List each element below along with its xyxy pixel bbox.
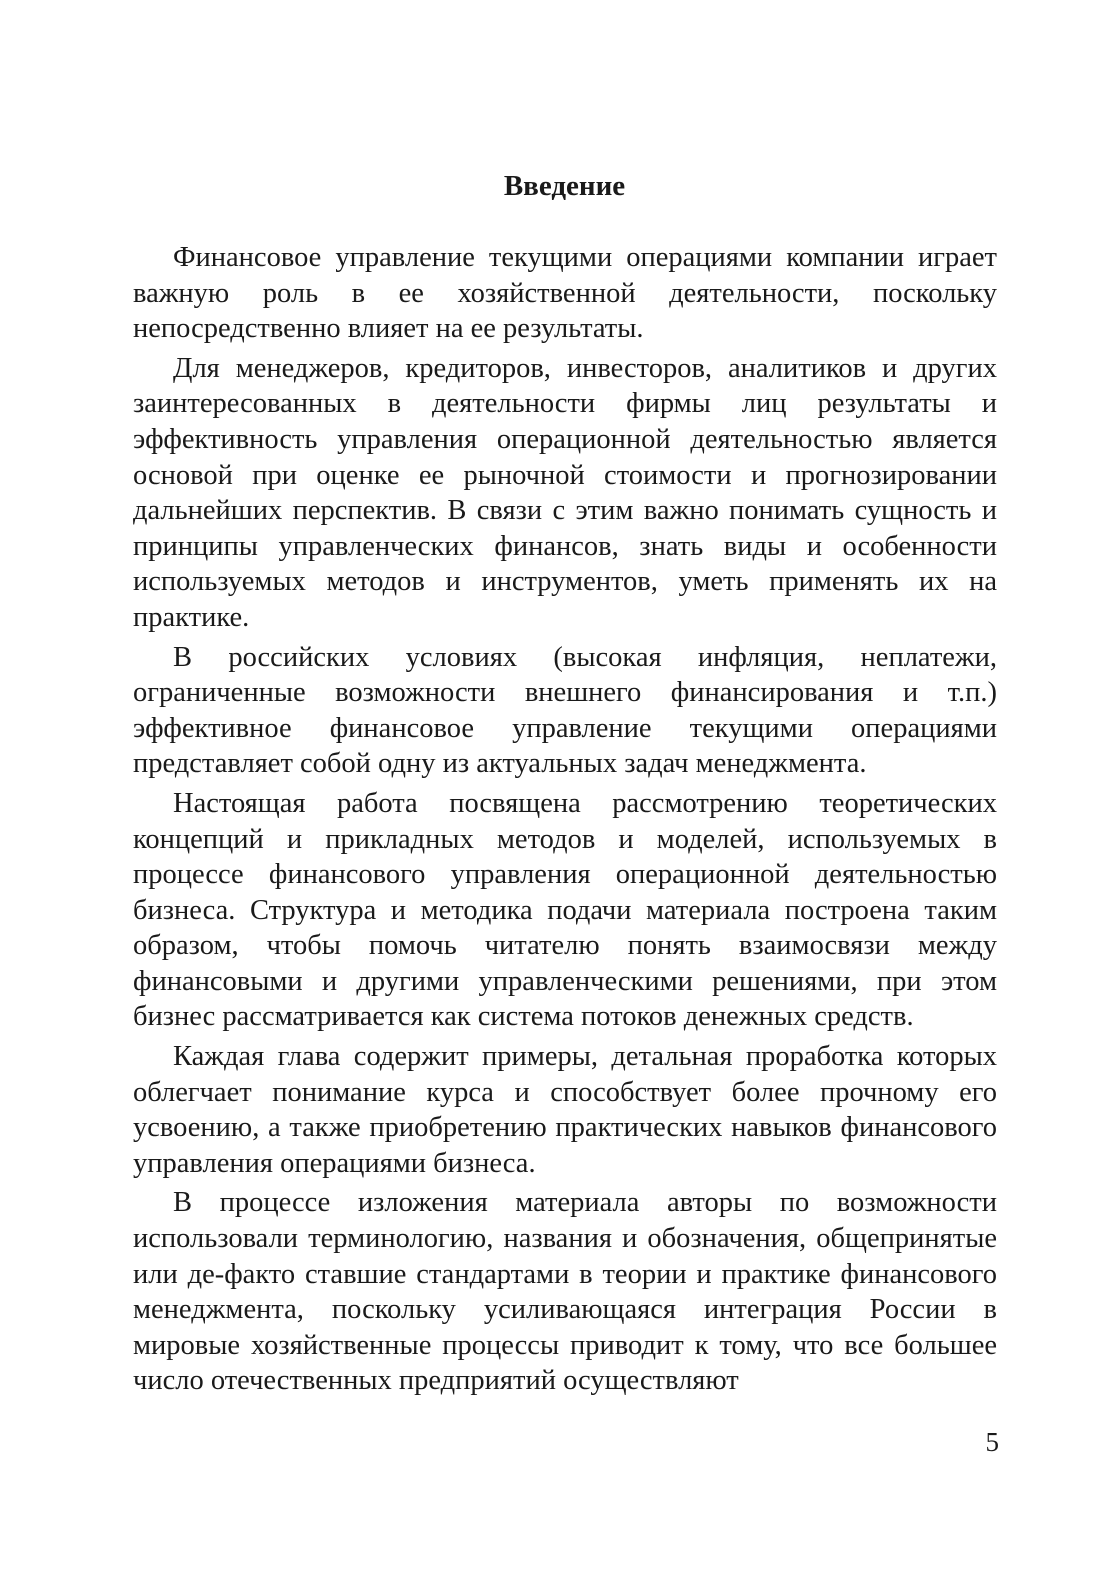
paragraph-6: В процессе изложения материала авторы по возможности использовали терминологию, названия и обозначения, общепринятые или де-факто ставшие стандартами в теории и практике финансового менеджмента, поскольку усиливающаяся интеграция России в мировые хозяйственные процессы приводит к тому, что все большее число отечественных предприятий осуществляют xyxy=(133,1187,997,1397)
paragraph-1: Финансовое управление текущими операциями компании играет важную роль в ее хозяйственной деятельности, поскольку непосредственно влияет на ее результаты. xyxy=(133,242,997,345)
page-number: 5 xyxy=(985,1427,999,1457)
page-title: Введение xyxy=(503,170,626,202)
paragraph-5: Каждая глава содержит примеры, детальная проработка которых облегчает понимание курса и способствует более прочному его усвоению, а также приобретению практических навыков финансового управления операциями бизнеса. xyxy=(133,1041,997,1179)
paragraph-2: Для менеджеров, кредиторов, инвесторов, аналитиков и других заинтересованных в деятельности фирмы лиц результаты и эффективность управления операционной деятельностью является основой при оценке ее рыночной стоимости и прогнозировании дальнейших перспектив. В связи с этим важно понимать сущность и принципы управленческих финансов, знать виды и особенности используемых методов и инструментов, уметь применять их на практике. xyxy=(133,352,997,633)
body-text xyxy=(133,240,997,1403)
paragraph-4: Настоящая работа посвящена рассмотрению теоретических концепций и прикладных методов и моделей, используемых в процессе финансового управления операционной деятельностью бизнеса. Структура и методика подачи материала построена таким образом, чтобы помочь читателю понять взаимосвязи между финансовыми и другими управленческими решениями, при этом бизнес рассматривается как система потоков денежных средств. xyxy=(133,787,997,1033)
paragraph-3: В российских условиях (высокая инфляция, неплатежи, ограниченные возможности внешнего финансирования и т.п.) эффективное финансовое управление текущими операциями представляет собой одну из актуальных задач менеджмента. xyxy=(133,641,997,780)
